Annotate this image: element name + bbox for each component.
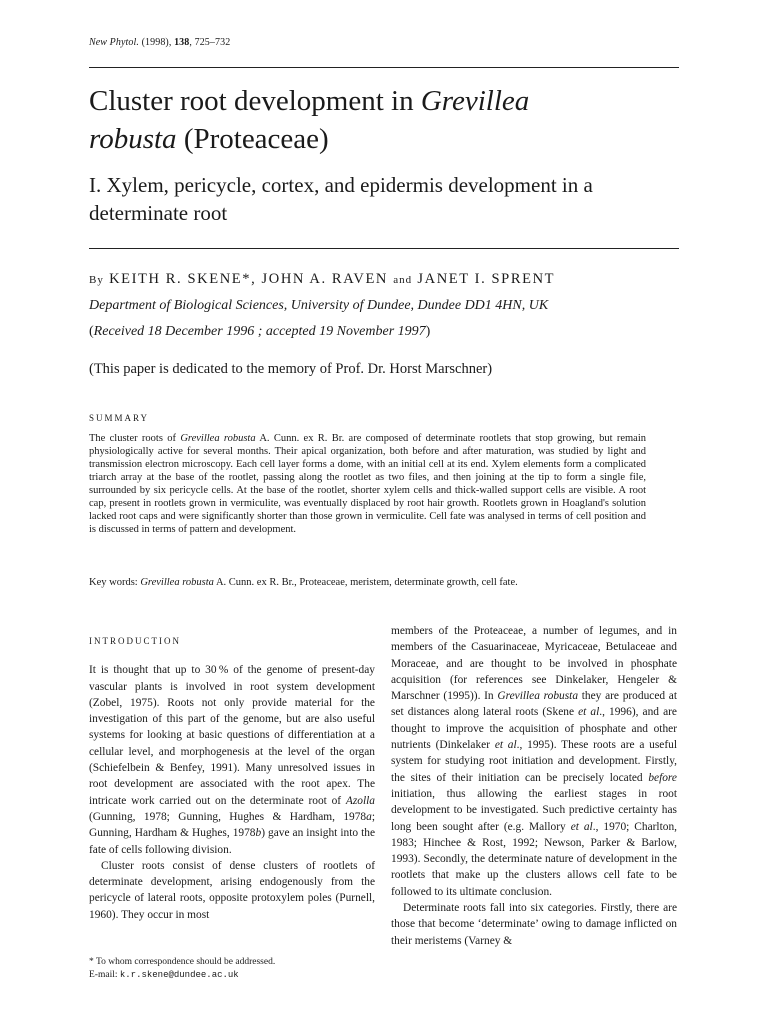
received-text: Received 18 December 1996 ; accepted 19 November 1997 xyxy=(93,324,426,339)
summary-text xyxy=(89,432,646,536)
paper-subtitle: I. Xylem, pericycle, cortex, and epidermis development in a determinate root xyxy=(89,173,593,225)
intro-p1-suffix-b: b xyxy=(255,827,262,840)
intro-r1-d: ., 1995). These roots are a useful system for studying root initiation and development. Firstly, the sites of their initiation can be precisely located xyxy=(391,739,677,784)
footnote-email-label: E-mail: xyxy=(89,970,120,980)
intro-paragraph-3 xyxy=(391,623,677,900)
keywords-species: Grevillea robusta xyxy=(140,577,214,588)
intro-p1-c: ; Gunning, Hardham & Hughes, 1978 xyxy=(89,810,375,840)
intro-azolla: Azolla xyxy=(345,794,375,807)
summary-heading: SUMMARY xyxy=(89,413,150,423)
journal-name: New Phytol. xyxy=(89,37,139,48)
summary-pre: The cluster roots of xyxy=(89,433,181,444)
introduction-heading: INTRODUCTION xyxy=(89,636,181,646)
title-prefix: Cluster root development in xyxy=(89,85,421,117)
intro-r1-c: ., 1996), and are thought to improve the acquisition of phosphate and other nutrients (Dinkelaker xyxy=(391,706,677,752)
intro-r1-species: Grevillea robusta xyxy=(497,690,579,703)
journal-reference xyxy=(89,37,230,48)
author-names-2: JANET I. SPRENT xyxy=(417,271,556,287)
keywords xyxy=(89,576,679,589)
intro-r1-before: before xyxy=(648,771,677,784)
intro-p1-d: ) gave an insight into the fate of cells following division. xyxy=(89,827,375,856)
intro-p1-b: (Gunning, 1978; Gunning, Hughes & Hardham, 1978 xyxy=(89,810,367,823)
intro-r1-f: ., 1970; Charlton, 1983; Hinchee & Rost, 1992; Newson, Parker & Barlow, 1993). Secondly, the determinate nature of development in the rootlets that make up the clusters allows cell fate to be followed to its ultimate conclusion. xyxy=(391,820,677,898)
author-line xyxy=(89,271,555,288)
top-rule xyxy=(89,67,679,68)
intro-r1-a: members of the Proteaceae, a number of legumes, and in members of the Casuarinaceae, Myricaceae, Betulaceae and Moraceae, and are thought to be involved in phosphate acquisition (for references see Dinkelaker, Hengeler & Marschner (1995)). In xyxy=(391,625,677,703)
journal-year: (1998), xyxy=(141,37,172,48)
intro-paragraph-2: Cluster roots consist of dense clusters of rootlets of determinate development, arising endogenously from the pericycle of lateral roots, opposite protoxylem poles (Purnell, 1960). They occur in most xyxy=(89,859,375,921)
footnote xyxy=(89,956,375,982)
journal-volume: 138 xyxy=(174,37,190,48)
intro-r1-b: they are produced at set distances along lateral roots (Skene xyxy=(391,690,677,719)
intro-r1-etal-3: et al xyxy=(570,820,593,833)
intro-paragraph-1 xyxy=(89,662,375,858)
intro-r1-etal-1: et al xyxy=(578,706,600,719)
keywords-label: Key words: xyxy=(89,577,141,588)
intro-r1-etal-2: et al xyxy=(494,739,517,752)
author-names-1: KEITH R. SKENE*, JOHN A. RAVEN xyxy=(109,271,389,287)
keywords-rest: A. Cunn. ex R. Br., Proteaceae, meristem, determinate growth, cell fate. xyxy=(213,577,518,588)
received-close: ) xyxy=(425,324,431,339)
intro-r1-e: initiation, thus allowing the earliest stages in root development to be investigated. Such predictive certainty has long been sought after (e.g. Mallory xyxy=(391,787,677,833)
paper-title xyxy=(89,82,679,158)
intro-paragraph-4: Determinate roots fall into six categories. Firstly, there are those that become ‘determinate’ owing to damage inflicted on their meristems (Varney & xyxy=(391,902,677,947)
right-column xyxy=(391,623,677,949)
title-species: robusta xyxy=(89,123,177,155)
affiliation: Department of Biological Sciences, University of Dundee, Dundee DD1 4HN, UK xyxy=(89,298,549,313)
author-by: By xyxy=(89,274,104,286)
author-and: and xyxy=(393,274,413,286)
journal-pages: , 725–732 xyxy=(189,37,231,48)
intro-p1-suffix-a: a xyxy=(366,810,372,823)
dedication: (This paper is dedicated to the memory of Prof. Dr. Horst Marschner) xyxy=(89,361,493,377)
left-column xyxy=(89,623,375,923)
summary-species: Grevillea robusta xyxy=(180,433,256,444)
received-open: ( xyxy=(89,324,94,339)
footnote-email-link[interactable]: k.r.skene@dundee.ac.uk xyxy=(119,970,239,980)
summary-body: A. Cunn. ex R. Br. are composed of determinate rootlets that stop growing, but remain physiologically active for several months. Their apical organization, both before and after maturation, was studied by light and transmission electron microscopy. Each cell layer forms a dome, with an initial cell at its end. Xylem elements form a complicated triarch array at the base of the rootlet, passing along the rootlet as two files, and then joining at the tip to form a single file, surrounded by six pericycle cells. At the base of the rootlet, shorter xylem cells and thick-walled support cells are visible. A root cap, present in rootlets grown in vermiculite, was eventually displaced by root hair growth. Rootlets grown in Hoagland's solution lacked root caps and were significantly shorter than those grown in vermiculite. Cell fate was analysed in terms of cell position and is discussed in terms of pattern and development. xyxy=(89,433,646,535)
title-bottom-rule xyxy=(89,248,679,249)
footnote-correspondence: * To whom correspondence should be addressed. xyxy=(89,957,276,967)
received-dates xyxy=(89,324,430,340)
title-family: (Proteaceae) xyxy=(176,123,329,155)
footnote-email-line xyxy=(89,969,375,982)
intro-p1-a: It is thought that up to 30 % of the genome of present-day vascular plants is involved in root system development (Zobel, 1975). Roots not only provide material for the investigation of this part of the genome, but are also useful systems for looking at basic questions of differentiation at a cellular level, and morphogenesis at the level of the organ (Schiefelbein & Benfey, 1991). Many unresolved issues in root development are associated with the root apex. The intricate work carried out on the determinate root of xyxy=(89,664,375,807)
title-genus: Grevillea xyxy=(420,85,530,117)
